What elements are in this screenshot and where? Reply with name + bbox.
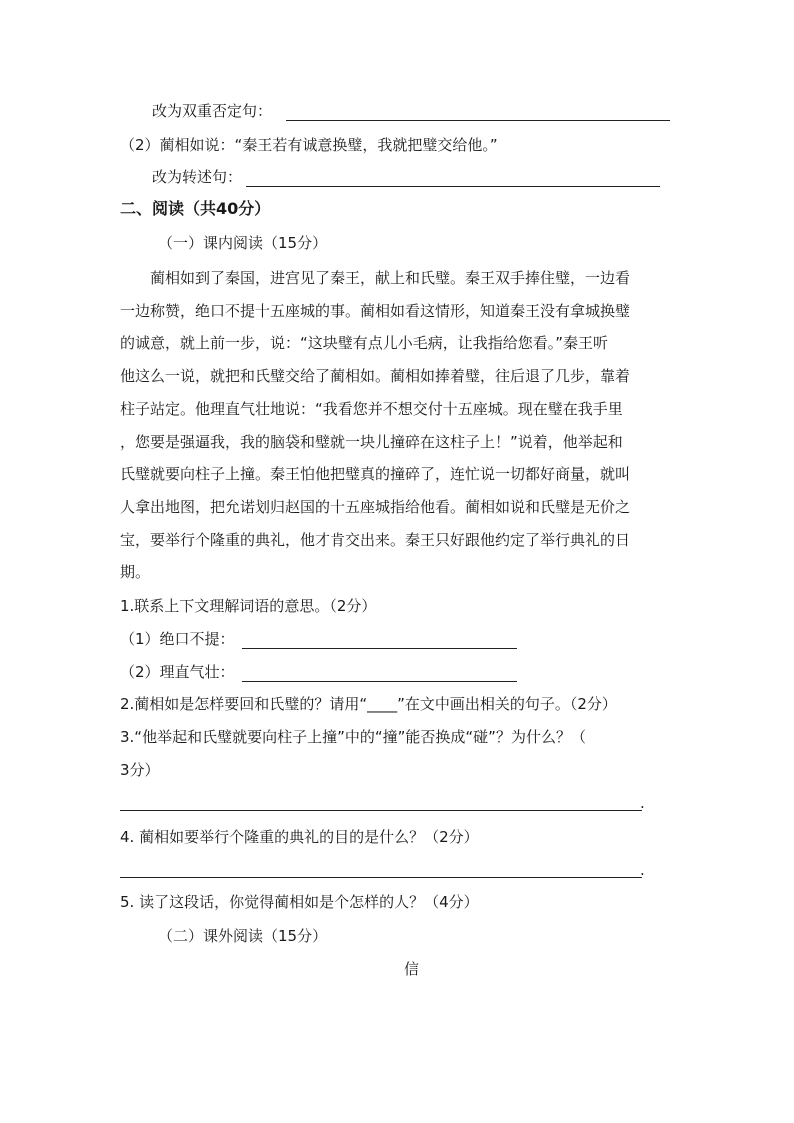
passage-line: 柱子站定。他理直气壮地说：“我看您并不想交付十五座城。现在璧在我手里	[120, 399, 623, 418]
double-negative-label: 改为双重否定句：	[152, 102, 273, 120]
question-3-period: .	[640, 794, 645, 812]
question-4-answer-line[interactable]	[120, 877, 642, 878]
question-5: 5. 读了这段话，你觉得蔺相如是个怎样的人？（4分）	[120, 893, 479, 911]
indirect-label: 改为转述句：	[152, 168, 243, 186]
question-4-period: .	[640, 861, 645, 879]
passage-line: ，您要是强逼我，我的脑袋和璧就一块儿撞碎在这柱子上！”说着，他举起和	[120, 432, 623, 451]
passage-line: 期。	[120, 563, 151, 582]
question-3-line-1: 3.“他举起和氏璧就要向柱子上撞”中的“撞”能否换成“碰”？为什么？（	[120, 728, 586, 746]
question-1-1-label: （1）绝口不提：	[120, 630, 235, 648]
question-1-2-answer-line[interactable]	[242, 681, 517, 682]
question-1-2-label: （2）理直气壮：	[120, 663, 235, 681]
double-negative-prompt	[152, 100, 272, 122]
passage-line: 人拿出地图，把允诺划归赵国的十五座城指给他看。蔺相如说和氏璧是无价之	[120, 497, 631, 516]
part2-title: （二）课外阅读（15分）	[158, 927, 328, 945]
question-4: 4. 蔺相如要举行个隆重的典礼的目的是什么？（2分）	[120, 828, 479, 846]
section-title: 二、阅读（共40分）	[120, 199, 271, 218]
question-1-1-answer-line[interactable]	[242, 648, 517, 649]
question-3-line-2: 3分）	[120, 761, 160, 779]
passage-line: 蔺相如到了秦国，进宫见了秦王，献上和氏璧。秦王双手捧住璧，一边看	[150, 269, 631, 287]
part1-title: （一）课内阅读（15分）	[158, 234, 328, 252]
passage-line: 宝，要举行个隆重的典礼，他才肯交出来。秦王只好跟他约定了举行典礼的日	[120, 530, 631, 549]
indirect-speech-prompt	[152, 166, 242, 188]
passage-line: 氏璧就要向柱子上撞。秦王怕他把璧真的撞碎了，连忙说一切都好商量，就叫	[120, 465, 631, 484]
question-1: 1.联系上下文理解词语的意思。（2分）	[120, 597, 377, 615]
item2-quote: （2）蔺相如说：“秦王若有诚意换璧，我就把璧交给他。”	[120, 136, 498, 154]
passage-line: 的诚意，就上前一步，说：“这块璧有点儿小毛病，让我指给您看。”秦王听	[120, 334, 609, 353]
letter-title: 信	[404, 960, 420, 978]
passage-line: 他这么一说，就把和氏璧交给了蔺相如。蔺相如捧着璧，往后退了几步，靠着	[120, 367, 631, 386]
question-3-answer-line[interactable]	[120, 810, 642, 811]
double-negative-answer-line[interactable]	[286, 120, 670, 121]
passage	[120, 262, 676, 589]
question-2: 2.蔺相如是怎样要回和氏璧的？请用“____”在文中画出相关的句子。（2分）	[120, 695, 617, 713]
indirect-answer-line[interactable]	[246, 186, 660, 187]
passage-line: 一边称赞，绝口不提十五座城的事。蔺相如看这情形，知道秦王没有拿城换璧	[120, 301, 631, 320]
